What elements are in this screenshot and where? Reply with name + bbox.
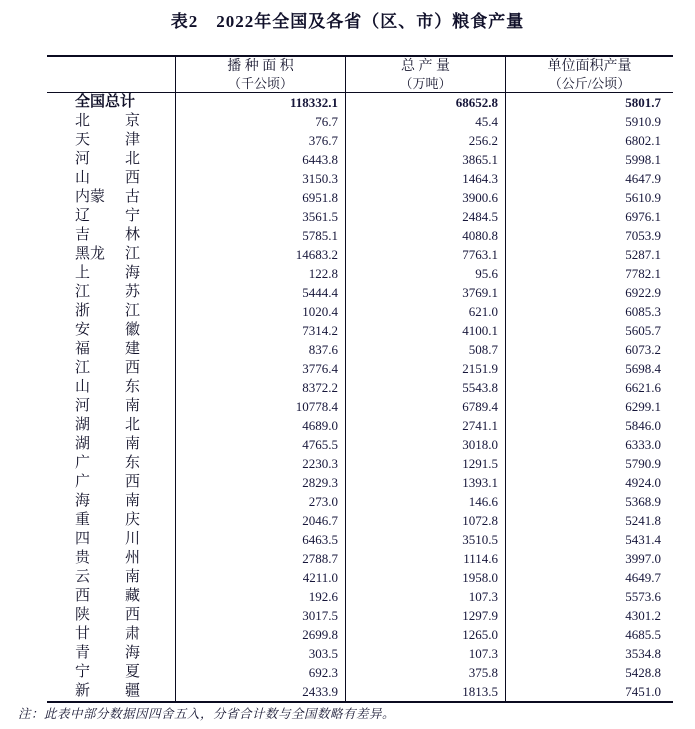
unit-yield-value: 4647.9 <box>505 169 673 188</box>
unit-yield-value: 6085.3 <box>505 302 673 321</box>
header-unit-yield-unit: （公斤/公顷） <box>548 75 631 91</box>
sown-area-value: 6951.8 <box>175 188 345 207</box>
sown-area-value: 303.5 <box>175 644 345 663</box>
table-title: 表2 2022年全国及各省（区、市）粮食产量 <box>170 12 525 31</box>
region-name: 吉 林 <box>75 227 140 243</box>
total-output-value: 3018.0 <box>345 435 505 454</box>
unit-yield-value: 5801.7 <box>505 93 673 112</box>
unit-yield-value: 5428.8 <box>505 663 673 682</box>
unit-yield-value: 4301.2 <box>505 606 673 625</box>
total-output-value: 508.7 <box>345 340 505 359</box>
unit-yield-value: 6299.1 <box>505 397 673 416</box>
total-output-value: 1297.9 <box>345 606 505 625</box>
total-output-value: 2484.5 <box>345 207 505 226</box>
sown-area-value: 2230.3 <box>175 454 345 473</box>
header-region-column <box>47 57 175 92</box>
region-name: 青 海 <box>75 645 140 661</box>
region-name: 湖 南 <box>75 436 140 452</box>
region-name: 海 南 <box>75 493 140 509</box>
sown-area-value: 5444.4 <box>175 283 345 302</box>
sown-area-value: 76.7 <box>175 112 345 131</box>
region-name: 黑龙 江 <box>75 246 140 262</box>
region-name: 河 北 <box>75 151 140 167</box>
table-row <box>47 549 673 568</box>
table-row <box>47 283 673 302</box>
total-output-value: 621.0 <box>345 302 505 321</box>
unit-yield-value: 5610.9 <box>505 188 673 207</box>
sown-area-value: 7314.2 <box>175 321 345 340</box>
unit-yield-value: 7782.1 <box>505 264 673 283</box>
total-output-value: 6789.4 <box>345 397 505 416</box>
sown-area-value: 4211.0 <box>175 568 345 587</box>
unit-yield-value: 5431.4 <box>505 530 673 549</box>
region-name: 上 海 <box>75 265 140 281</box>
header-total-output-unit: （万吨） <box>399 75 452 91</box>
table-row <box>47 530 673 549</box>
region-name: 内蒙 古 <box>75 189 140 205</box>
sown-area-value: 8372.2 <box>175 378 345 397</box>
unit-yield-value: 5573.6 <box>505 587 673 606</box>
table-row <box>47 397 673 416</box>
region-name: 天 津 <box>75 132 140 148</box>
unit-yield-value: 5998.1 <box>505 150 673 169</box>
table-row <box>47 606 673 625</box>
total-output-value: 1393.1 <box>345 473 505 492</box>
table-row <box>47 492 673 511</box>
region-name: 新 疆 <box>75 683 140 699</box>
table-row <box>47 302 673 321</box>
table-row <box>47 568 673 587</box>
table-row <box>47 378 673 397</box>
sown-area-value: 122.8 <box>175 264 345 283</box>
region-name: 云 南 <box>75 569 140 585</box>
unit-yield-value: 4649.7 <box>505 568 673 587</box>
region-name: 湖 北 <box>75 417 140 433</box>
sown-area-value: 2788.7 <box>175 549 345 568</box>
sown-area-value: 2829.3 <box>175 473 345 492</box>
sown-area-value: 118332.1 <box>175 93 345 112</box>
unit-yield-value: 5910.9 <box>505 112 673 131</box>
unit-yield-value: 5368.9 <box>505 492 673 511</box>
unit-yield-value: 5605.7 <box>505 321 673 340</box>
sown-area-value: 2699.8 <box>175 625 345 644</box>
unit-yield-value: 5287.1 <box>505 245 673 264</box>
sown-area-value: 3776.4 <box>175 359 345 378</box>
table-row <box>47 682 673 701</box>
total-output-value: 107.3 <box>345 644 505 663</box>
region-name: 浙 江 <box>75 303 140 319</box>
region-name: 安 徽 <box>75 322 140 338</box>
unit-yield-value: 5846.0 <box>505 416 673 435</box>
header-sown-area-unit: （千公顷） <box>227 75 293 91</box>
unit-yield-value: 7053.9 <box>505 226 673 245</box>
region-name: 河 南 <box>75 398 140 414</box>
header-unit-yield <box>505 57 673 92</box>
header-total-output-label: 总 产 量 <box>401 58 450 74</box>
table-row <box>47 131 673 150</box>
total-output-value: 3769.1 <box>345 283 505 302</box>
unit-yield-value: 6976.1 <box>505 207 673 226</box>
table-row <box>47 587 673 606</box>
total-output-value: 1114.6 <box>345 549 505 568</box>
table-row <box>47 169 673 188</box>
table-row <box>47 663 673 682</box>
unit-yield-value: 3534.8 <box>505 644 673 663</box>
total-output-value: 3900.6 <box>345 188 505 207</box>
sown-area-value: 5785.1 <box>175 226 345 245</box>
table-row <box>47 435 673 454</box>
table-row <box>47 359 673 378</box>
table-row <box>47 112 673 131</box>
total-output-value: 45.4 <box>345 112 505 131</box>
unit-yield-value: 5698.4 <box>505 359 673 378</box>
region-name: 西 藏 <box>75 588 140 604</box>
table-row <box>47 188 673 207</box>
region-name: 辽 宁 <box>75 208 140 224</box>
region-name: 重 庆 <box>75 512 140 528</box>
table-row <box>47 321 673 340</box>
region-name: 陕 西 <box>75 607 140 623</box>
sown-area-value: 837.6 <box>175 340 345 359</box>
total-output-value: 5543.8 <box>345 378 505 397</box>
sown-area-value: 3150.3 <box>175 169 345 188</box>
region-name: 广 西 <box>75 474 140 490</box>
sown-area-value: 692.3 <box>175 663 345 682</box>
sown-area-value: 6443.8 <box>175 150 345 169</box>
region-name: 江 苏 <box>75 284 140 300</box>
total-output-value: 1291.5 <box>345 454 505 473</box>
table-row <box>47 245 673 264</box>
total-output-value: 375.8 <box>345 663 505 682</box>
total-output-value: 4100.1 <box>345 321 505 340</box>
region-name: 四 川 <box>75 531 140 547</box>
region-name: 贵 州 <box>75 550 140 566</box>
total-output-value: 68652.8 <box>345 93 505 112</box>
table-row <box>47 416 673 435</box>
table-row <box>47 207 673 226</box>
table-body <box>47 93 673 701</box>
sown-area-value: 10778.4 <box>175 397 345 416</box>
footnote: 注：此表中部分数据因四舍五入，分省合计数与全国数略有差异。 <box>18 707 396 721</box>
table-row <box>47 226 673 245</box>
table-row <box>47 473 673 492</box>
sown-area-value: 192.6 <box>175 587 345 606</box>
sown-area-value: 1020.4 <box>175 302 345 321</box>
total-output-value: 1464.3 <box>345 169 505 188</box>
total-output-value: 1265.0 <box>345 625 505 644</box>
total-output-value: 2741.1 <box>345 416 505 435</box>
total-output-value: 1813.5 <box>345 682 505 701</box>
sown-area-value: 6463.5 <box>175 530 345 549</box>
header-unit-yield-label: 单位面积产量 <box>547 58 632 74</box>
sown-area-value: 4765.5 <box>175 435 345 454</box>
total-output-value: 107.3 <box>345 587 505 606</box>
unit-yield-value: 6922.9 <box>505 283 673 302</box>
table-row <box>47 340 673 359</box>
region-name: 北 京 <box>75 113 140 129</box>
unit-yield-value: 4685.5 <box>505 625 673 644</box>
unit-yield-value: 6802.1 <box>505 131 673 150</box>
header-total-output <box>345 57 505 92</box>
sown-area-value: 3561.5 <box>175 207 345 226</box>
sown-area-value: 3017.5 <box>175 606 345 625</box>
total-output-value: 1072.8 <box>345 511 505 530</box>
region-name: 江 西 <box>75 360 140 376</box>
region-name: 广 东 <box>75 455 140 471</box>
unit-yield-value: 4924.0 <box>505 473 673 492</box>
table-row <box>47 511 673 530</box>
region-name: 山 西 <box>75 170 140 186</box>
region-name: 宁 夏 <box>75 664 140 680</box>
total-output-value: 95.6 <box>345 264 505 283</box>
unit-yield-value: 6333.0 <box>505 435 673 454</box>
region-name: 福 建 <box>75 341 140 357</box>
sown-area-value: 14683.2 <box>175 245 345 264</box>
region-name: 山 东 <box>75 379 140 395</box>
region-name: 全国总计 <box>75 94 136 110</box>
sown-area-value: 2433.9 <box>175 682 345 701</box>
grain-production-table <box>47 55 673 703</box>
header-sown-area-label: 播 种 面 积 <box>227 58 294 74</box>
unit-yield-value: 7451.0 <box>505 682 673 701</box>
unit-yield-value: 6073.2 <box>505 340 673 359</box>
unit-yield-value: 3997.0 <box>505 549 673 568</box>
unit-yield-value: 5241.8 <box>505 511 673 530</box>
sown-area-value: 376.7 <box>175 131 345 150</box>
unit-yield-value: 6621.6 <box>505 378 673 397</box>
table-row <box>47 264 673 283</box>
total-output-value: 7763.1 <box>345 245 505 264</box>
total-output-value: 256.2 <box>345 131 505 150</box>
total-output-value: 4080.8 <box>345 226 505 245</box>
table-row <box>47 625 673 644</box>
unit-yield-value: 5790.9 <box>505 454 673 473</box>
sown-area-value: 273.0 <box>175 492 345 511</box>
table-row <box>47 150 673 169</box>
table-row <box>47 93 673 112</box>
total-output-value: 146.6 <box>345 492 505 511</box>
total-output-value: 1958.0 <box>345 568 505 587</box>
region-name: 甘 肃 <box>75 626 140 642</box>
table-header-row <box>47 57 673 93</box>
total-output-value: 3865.1 <box>345 150 505 169</box>
total-output-value: 3510.5 <box>345 530 505 549</box>
sown-area-value: 4689.0 <box>175 416 345 435</box>
table-row <box>47 454 673 473</box>
header-sown-area <box>175 57 345 92</box>
sown-area-value: 2046.7 <box>175 511 345 530</box>
total-output-value: 2151.9 <box>345 359 505 378</box>
table-row <box>47 644 673 663</box>
